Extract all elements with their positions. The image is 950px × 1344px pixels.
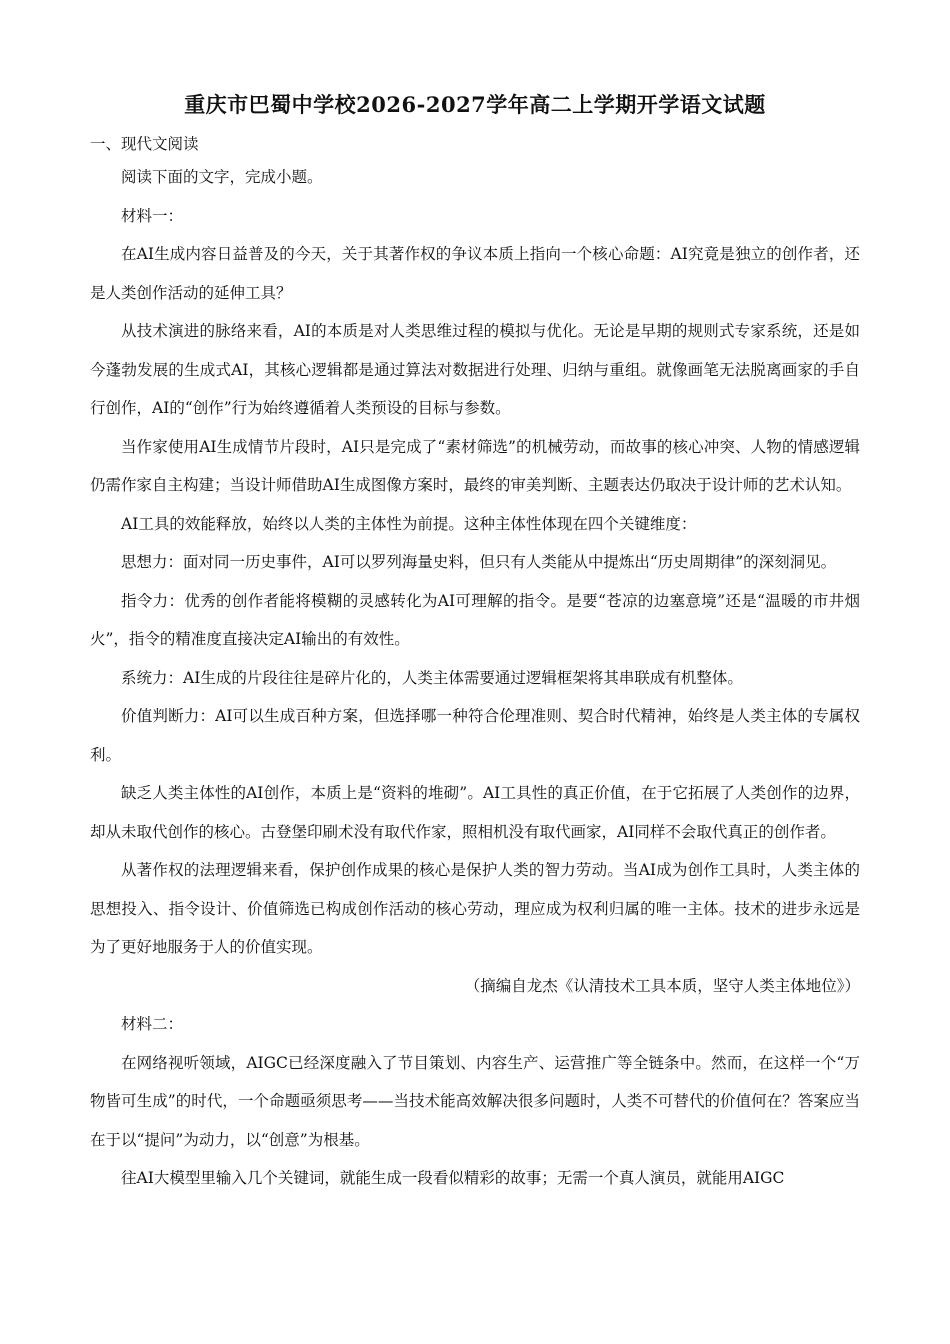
- material-one-label: 材料一：: [121, 206, 184, 225]
- paragraph: 从技术演进的脉络来看，AI的本质是对人类思维过程的模拟与优化。无论是早期的规则式专家系统，还是如今蓬勃发展的生成式AI，其核心逻辑都是通过算法对数据进行处理、归纳与重组。就像画笔无法脱离画家的手自行创作，AI的“创作”行为始终遵循着人类预设的目标与参数。: [90, 322, 860, 417]
- paragraph: 从著作权的法理逻辑来看，保护创作成果的核心是保护人类的智力劳动。当AI成为创作工具时，人类主体的思想投入、指令设计、价值筛选已构成创作活动的核心劳动，理应成为权利归属的唯一主体。技术的进步永远是为了更好地服务于人的价值实现。: [90, 861, 860, 956]
- document-title: 重庆市巴蜀中学校2026-2027学年高二上学期开学语文试题: [184, 92, 766, 117]
- document-body: [90, 158, 860, 1198]
- material-two-label: 材料二：: [121, 1015, 184, 1033]
- paragraph: 指令力：优秀的创作者能将模糊的灵感转化为AI可理解的指令。是要“苍凉的边塞意境”还是“温暖的市井烟火”，指令的精准度直接决定AI输出的有效性。: [90, 591, 860, 648]
- paragraph: 在AI生成内容日益普及的今天，关于其著作权的争议本质上指向一个核心命题：AI究竟是独立的创作者，还是人类创作活动的延伸工具？: [90, 245, 860, 302]
- paragraph: 系统力：AI生成的片段往往是碎片化的，人类主体需要通过逻辑框架将其串联成有机整体。: [121, 668, 743, 687]
- paragraph: 在网络视听领域，AIGC已经深度融入了节目策划、内容生产、运营推广等全链条中。然而，在这样一个“万物皆可生成”的时代，一个命题亟须思考——当技术能高效解决很多问题时，人类不可替代的价值何在？答案应当在于以“提问”为动力，以“创意”为根基。: [90, 1053, 860, 1149]
- paragraph: 思想力：面对同一历史事件，AI可以罗列海量史料，但只有人类能从中提炼出“历史周期律”的深刻洞见。: [121, 553, 837, 571]
- source-citation: （摘编自龙杰《认清技术工具本质，坚守人类主体地位》）: [464, 976, 860, 995]
- paragraph: AI工具的效能释放，始终以人类的主体性为前提。这种主体性体现在四个关键维度：: [121, 514, 697, 533]
- paragraph: 价值判断力：AI可以生成百种方案，但选择哪一种符合伦理准则、契合时代精神，始终是人类主体的专属权利。: [90, 707, 860, 764]
- paragraph: 往AI大模型里输入几个关键词，就能生成一段看似精彩的故事；无需一个真人演员，就能用AIGC: [121, 1169, 785, 1187]
- paragraph: 缺乏人类主体性的AI创作，本质上是“资料的堆砌”。AI工具性的真正价值，在于它拓展了人类创作的边界，却从未取代创作的核心。古登堡印刷术没有取代作家，照相机没有取代画家，AI同样不会取代真正的创作者。: [90, 784, 860, 841]
- instruction-text: 阅读下面的文字，完成小题。: [121, 168, 323, 186]
- section-heading: 一、现代文阅读: [90, 135, 199, 153]
- paragraph: 当作家使用AI生成情节片段时，AI只是完成了“素材筛选”的机械劳动，而故事的核心冲突、人物的情感逻辑仍需作家自主构建；当设计师借助AI生成图像方案时，最终的审美判断、主题表达仍取决于设计师的艺术认知。: [90, 437, 860, 494]
